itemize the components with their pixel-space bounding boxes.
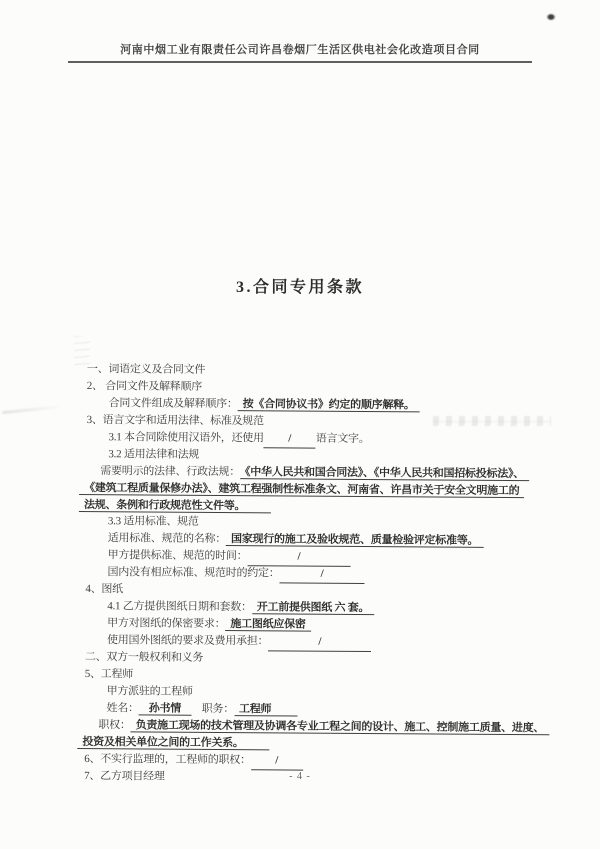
clause-text: 6、不实行监理的，工程师的职权：: [84, 752, 251, 766]
clause-text: 一、词语定义及合同文件: [86, 363, 206, 376]
clause-text: 3.3 适用标准、规范: [107, 515, 199, 529]
clause-text: 语言文字。: [315, 432, 370, 445]
clause-text: 甲方对图纸的保密要求：: [107, 617, 226, 631]
fill-in-blank: /: [268, 633, 371, 652]
filled-answer: 《建筑工程质量保修办法》、建筑工程强制性标准条文、河南省、许昌市关于安全文明施工的: [79, 482, 524, 498]
page-header: [68, 41, 532, 63]
header-running-title: 河南中烟工业有限责任公司许昌卷烟厂生活区供电社会化改造项目合同: [120, 44, 480, 56]
clause-text: 甲方提供标准、规范的时间：: [107, 549, 248, 563]
filled-answer: 投资及相关单位之间的工作关系。: [77, 736, 269, 750]
fill-in-blank: /: [247, 549, 350, 568]
contract-body: [75, 361, 550, 788]
clause-text: 适用标准、规范的名称：: [107, 532, 227, 546]
clause-text: 甲方派驻的工程师: [106, 685, 193, 698]
clause-text: 7、乙方项目经理: [84, 769, 165, 783]
document-line: [76, 564, 548, 584]
clause-text: 二、双方一般权利和义务: [84, 650, 204, 664]
clause-text: 4.1 乙方提供图纸日期和套数：: [107, 600, 252, 614]
filled-answer: 按《合同协议书》约定的顺序解释。: [238, 398, 420, 412]
filled-answer: 法规、条例和行政规范性文件等。: [79, 499, 271, 513]
filled-answer: 《中华人民共和国合同法》、《中华人民共和国招标投标法》、: [240, 466, 529, 481]
clause-text: 4、图纸: [85, 583, 123, 596]
clause-text: 职务：: [191, 702, 235, 715]
page-number: - 4 -: [289, 771, 311, 782]
clause-text: 需要明示的法律、行政法规：: [100, 464, 241, 478]
filled-answer: 国家现行的施工及验收规范、质量检验评定标准等。: [226, 533, 483, 548]
document-line: [76, 649, 548, 669]
fill-in-blank: /: [264, 430, 316, 448]
fill-in-blank: /: [251, 752, 303, 770]
clause-text: 3.2 适用法律和法规: [108, 447, 200, 461]
clause-text: 国内没有相应标准、规范时的约定：: [107, 566, 280, 580]
filled-answer: 孙书情: [139, 702, 191, 715]
filled-answer: 施工图纸应保密: [225, 618, 310, 632]
scan-artifact-ink-dot: [546, 13, 556, 21]
clause-text: 使用国外图纸的要求及费用承担：: [107, 634, 269, 648]
clause-text: 2、 合同文件及解释顺序: [86, 379, 203, 393]
fill-in-blank: /: [279, 566, 364, 585]
filled-answer: 开工前提供图纸 六 套。: [252, 601, 375, 615]
filled-answer: 负责施工现场的技术管理及协调各专业工程之间的设计、施工、控制施工质量、进度、: [131, 719, 550, 735]
clause-text: 姓名：: [106, 701, 139, 715]
scan-artifact-streak: [2, 405, 64, 414]
filled-answer: 工程师: [234, 703, 297, 716]
clause-text: 5、工程师: [84, 667, 134, 681]
clause-text: 3、语言文字和适用法律、标准及规范: [86, 413, 264, 428]
clause-text: 职权：: [98, 718, 131, 732]
clause-text: 合同文件组成及解释顺序：: [108, 397, 238, 410]
clause-text: 3.1 本合同除使用汉语外，还使用: [108, 430, 264, 445]
document-title: 3.合同专用条款: [235, 279, 364, 296]
